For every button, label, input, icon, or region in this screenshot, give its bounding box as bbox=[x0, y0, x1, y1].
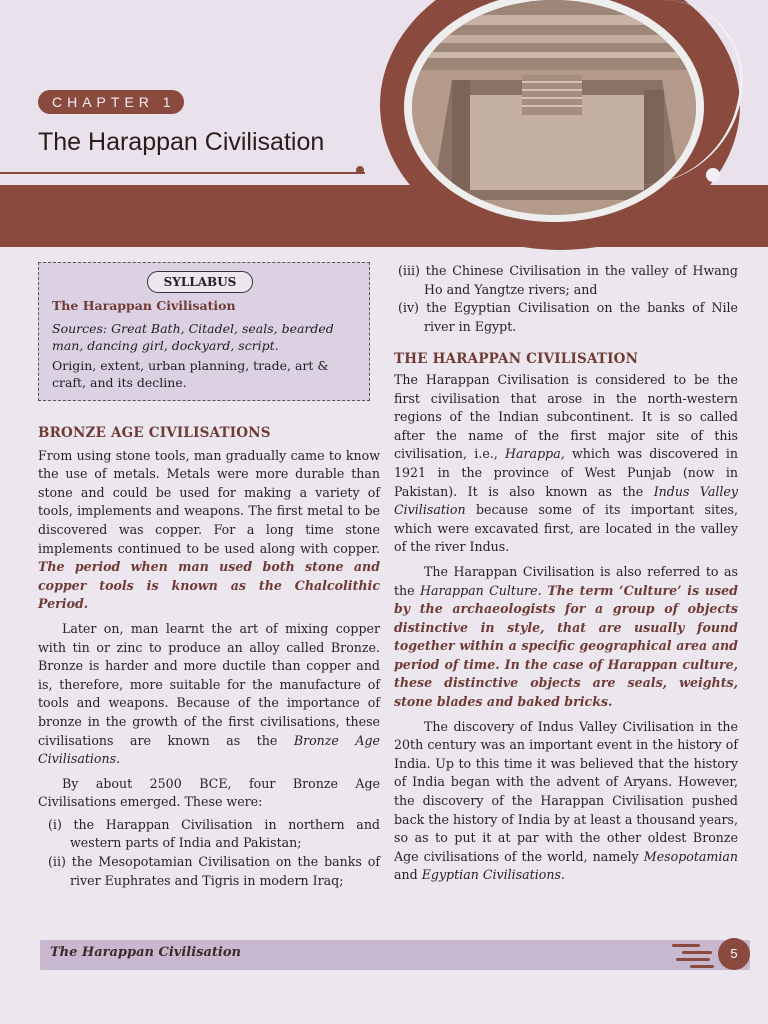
speed-line-icon bbox=[672, 944, 700, 947]
paragraph-metals-text: From using stone tools, man gradually came to know the use of metals. Metals were more durable than stone and could be used for making a variety of tools, implements and weapons. The first metal to be discovered was copper. For a long time stone implements continued to be used along with copper. bbox=[38, 447, 380, 556]
title-underline-dot bbox=[356, 166, 364, 174]
syllabus-topics: Origin, extent, urban planning, trade, art & craft, and its decline. bbox=[52, 358, 329, 390]
decorative-dot bbox=[706, 168, 720, 182]
chapter-title: The Harappan Civilisation bbox=[38, 128, 325, 156]
speed-line-icon bbox=[676, 958, 710, 961]
chapter-label: CHAPTER 1 bbox=[38, 90, 184, 114]
paragraph-harappan-intro bbox=[394, 371, 738, 557]
and-text: and bbox=[394, 867, 422, 883]
left-column bbox=[38, 424, 380, 890]
bronze-age-term: Bronze Age Civilisations. bbox=[38, 732, 380, 767]
paragraph-discovery-text: The discovery of Indus Valley Civilisation in the 20th century was an important event in the history of India. Up to this time it was believed that the history of India began with the advent of Aryans. However, the discovery of the Harappan Civilisation pushed back the history of India by at least a thousand years, so as to put it at par with the other oldest Bronze Age civilisations of the world, namely bbox=[394, 718, 738, 864]
paragraph-harappan-culture-a: The Harappan Civilisation is also referred to as the bbox=[394, 563, 738, 598]
footer-title: The Harappan Civilisation bbox=[50, 945, 241, 960]
section-heading-bronze-age: BRONZE AGE CIVILISATIONS bbox=[38, 425, 271, 441]
mesopotamian-term: Mesopotamian bbox=[643, 848, 738, 864]
syllabus-heading: The Harappan Civilisation bbox=[52, 298, 236, 313]
page-number: 5 bbox=[718, 938, 750, 970]
right-column bbox=[394, 262, 738, 885]
speed-line-icon bbox=[682, 951, 712, 954]
paragraph-four-civilisations: By about 2500 BCE, four Bronze Age Civilisations emerged. These were: bbox=[38, 775, 380, 810]
syllabus-badge: SYLLABUS bbox=[147, 271, 253, 293]
list-item-mesopotamian: (ii) the Mesopotamian Civilisation on the banks of river Euphrates and Tigris in modern Iraq; bbox=[48, 854, 380, 888]
syllabus-sources: Sources: Great Bath, Citadel, seals, bearded man, dancing girl, dockyard, script. bbox=[52, 321, 334, 353]
title-underline bbox=[0, 172, 365, 174]
list-item-chinese: (iii) the Chinese Civilisation in the valley of Hwang Ho and Yangtze rivers; and bbox=[398, 263, 738, 297]
paragraph-bronze-text: Later on, man learnt the art of mixing copper with tin or zinc to produce an alloy called Bronze. Bronze is harder and more ductile than copper and is, therefore, more suitable for the manufacture of tools and weapons. Because of the importance of bronze in the growth of the first civilisations, these civilisations are known as the bbox=[38, 620, 380, 748]
harappan-culture-term: Harappan Culture. bbox=[420, 582, 542, 598]
paragraph-bronze bbox=[38, 620, 380, 769]
section-heading-harappan: THE HARAPPAN CIVILISATION bbox=[394, 351, 639, 368]
culture-definition: The term ‘Culture’ is used by the archaeologists for a group of objects distinctive in style, that are usually found together within a specific geographical area and period of time. In the case of Harappan culture, these distinctive objects are seals, weights, stone blades and baked bricks. bbox=[394, 582, 738, 710]
paragraph-harappan-intro-c: because some of its important sites, which were excavated first, are located in the valley of the river Indus. bbox=[394, 502, 738, 555]
paragraph-metals bbox=[38, 447, 380, 614]
speed-line-icon bbox=[690, 965, 714, 968]
paragraph-harappan-intro-a: The Harappan Civilisation is considered to be the first civilisation that arose in the north-western regions of the Indian subcontinent. It is so called after the name of the first major site of this civilisation, i.e., bbox=[394, 371, 738, 462]
list-item-egyptian: (iv) the Egyptian Civilisation on the banks of Nile river in Egypt. bbox=[398, 300, 738, 334]
chalcolithic-definition: The period when man used both stone and copper tools is known as the Chalcolithic Period. bbox=[38, 559, 380, 612]
paragraph-discovery bbox=[394, 718, 738, 885]
egyptian-term: Egyptian Civilisations. bbox=[421, 867, 565, 883]
indus-valley-term: Indus Valley Civilisation bbox=[394, 483, 738, 518]
list-item-harappan: (i) the Harappan Civilisation in northern and western parts of India and Pakistan; bbox=[48, 816, 380, 851]
paragraph-harappan-intro-b: which was discovered in 1921 in the province of West Punjab (now in Pakistan). It is also known as the bbox=[394, 446, 738, 499]
harappa-term: Harappa, bbox=[505, 446, 565, 462]
paragraph-harappan-culture bbox=[394, 563, 738, 712]
